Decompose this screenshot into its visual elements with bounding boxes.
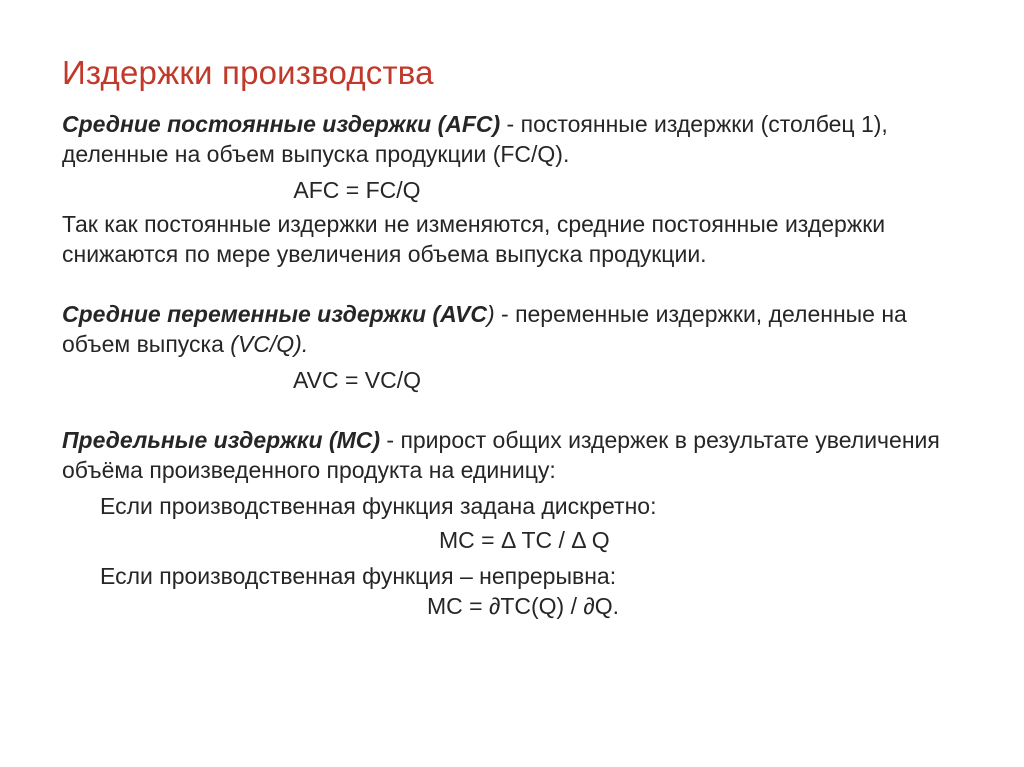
afc-formula: AFC = FC/Q <box>293 177 421 203</box>
mc-continuous-formula: MC = ∂TC(Q) / ∂Q. <box>427 593 620 619</box>
mc-discrete-text: Если производственная функция задана дискретно: <box>100 493 657 519</box>
afc-note: Так как постоянные издержки не изменяются, средние постоянные издержки снижаются по мере увеличения объема выпуска продукции. <box>62 211 886 267</box>
afc-term: Средние постоянные издержки (AFC) <box>62 111 501 137</box>
avc-term: Средние переменные издержки (AVC <box>62 301 487 327</box>
mc-continuous-text: Если производственная функция – непрерывна: <box>100 563 617 589</box>
avc-definition-italic: (VC/Q). <box>230 331 309 357</box>
mc-term: Предельные издержки (MC) <box>62 427 380 453</box>
mc-definition-text: - прирост общих издержек в результате увеличения объёма произведенного продукта на единицу: <box>62 427 940 483</box>
avc-formula: AVC = VC/Q <box>292 367 422 393</box>
slide-title: Издержки производства <box>62 54 434 91</box>
mc-discrete-formula: MC = Δ TC / Δ Q <box>439 527 610 553</box>
afc-definition <box>62 109 962 169</box>
afc-definition-text: - постоянные издержки (столбец 1), деленные на объем выпуска продукции (FC/Q). <box>62 111 888 167</box>
slide-content <box>62 109 962 621</box>
avc-definition-text: - переменные издержки, деленные на объем выпуска <box>62 301 907 357</box>
mc-definition <box>62 425 962 485</box>
avc-definition <box>62 299 962 359</box>
avc-term-suffix: ) <box>486 301 495 327</box>
